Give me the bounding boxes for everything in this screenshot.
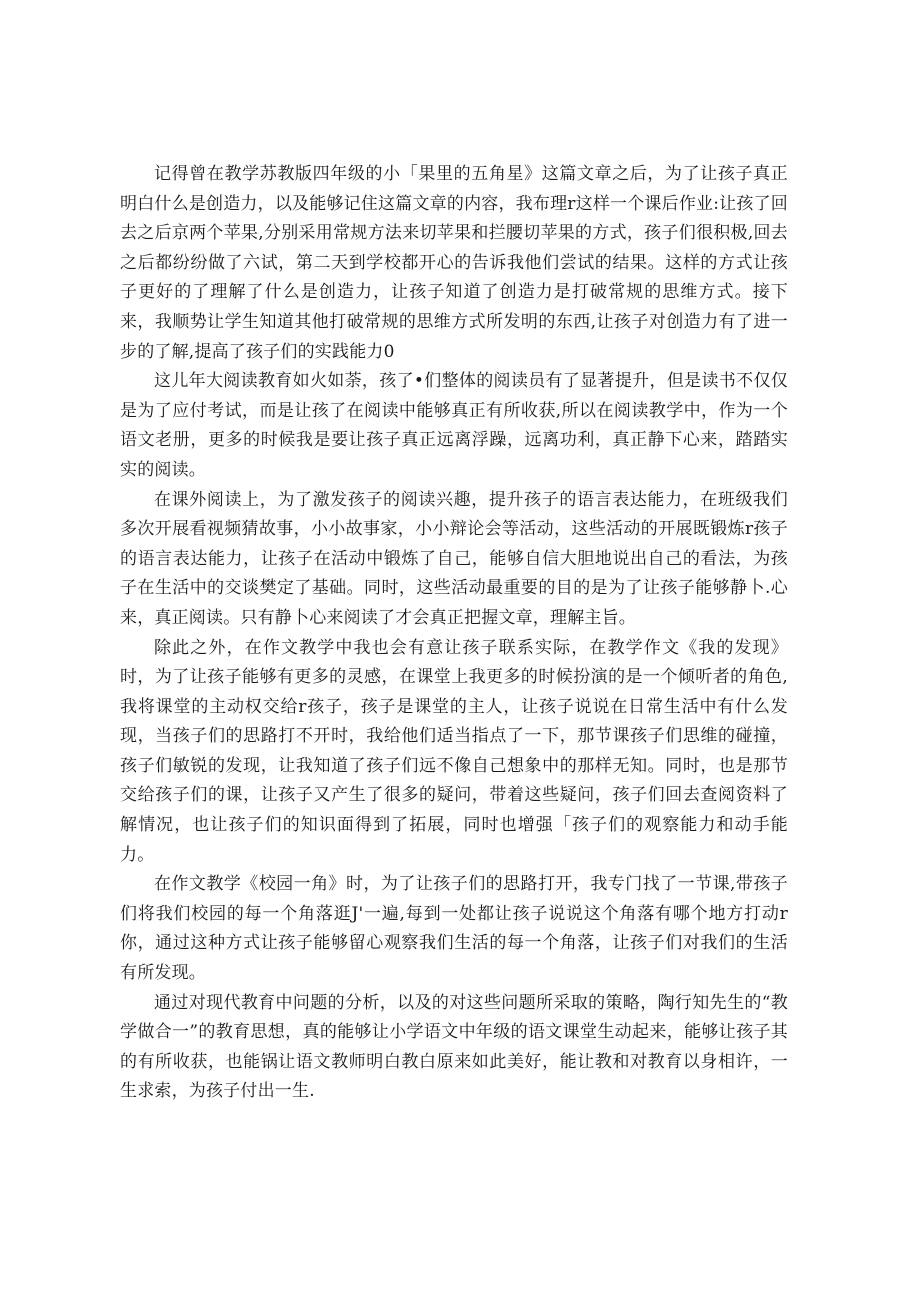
paragraph-creativity: 记得曾在教学苏教版四年级的小「果里的五角星》这篇文章之后，为了让孩子真正明白什么是创造力，以及能够记住这篇文章的内容，我布理r这样一个课后作业:让孩了回去之后京两个苹果,分别采用常规方法来切苹果和拦腰切苹果的方式，孩子们很积极,回去之后都纷纷做了六试，第二天到学校都开心的告诉我他们尝试的结果。这样的方式让孩子更好的了理解了什么是创造力，让孩子知道了创造力是打破常规的思维方式。接下来，我顺势让学生知道其他打破常规的思维方式所发明的东西,让孩子对创造力有了进一步的了解,提高了孩子们的实践能力0 [120, 164, 788, 362]
paragraph-reading-education: 这儿年大阅读教育如火如荼，孩了•们整体的阅读员有了显著提升，但是读书不仅仅是为了应付考试，而是让孩了在阅读中能够真正有所收获,所以在阅读教学中，作为一个语文老册，更多的时候我是要让孩子真正远离浮躁，远离功利，真正静下心来，踏踏实实的阅读。 [120, 371, 788, 480]
paragraph-conclusion: 通过对现代教育中问题的分析，以及的对这些问题所采取的策略，陶行知先生的“教学做合一”的教育思想，真的能够让小学语文中年级的语文课堂生动起来，能够让孩子其的有所收获，也能锅让语文教师明白教白原来如此美好，能让教和对教育以身相许，一生求索，为孩子付出一生. [120, 992, 788, 1102]
document-body [120, 160, 788, 1107]
paragraph-writing-campus-corner: 在作文教学《校园一角》时，为了让孩子们的思路打开，我专门找了一节课,带孩子们将我们校园的每一个角落逛J'一遍,每到一处都让孩子说说这个角落有哪个地方打动r你，通过这种方式让孩子能够留心观察我们生活的每一个角落，让孩子们对我们的生活有所发现。 [120, 874, 788, 984]
paragraph-writing-my-discovery: 除此之外，在作文教学中我也会有意让孩子联系实际，在教学作文《我的发现》时，为了让孩子能够有更多的灵感，在课堂上我更多的时候扮演的是一个倾听者的角色,我将课堂的主动权交给r孩子，孩子是课堂的主人，让孩子说说在日常生活中有什么发现，当孩子们的思路打不开时，我给他们适当指点了一下，那节课孩子们思维的碰撞，孩子们敏锐的发现，让我知道了孩子们远不像自己想象中的那样无知。同时，也是那节交给孩子们的课，让孩子又产生了很多的疑问，带着这些疑问，孩子们回去查阅资料了解情况，也让孩子们的知识面得到了拓展，同时也增强「孩子们的观察能力和动手能力。 [120, 637, 788, 865]
paragraph-extracurricular-reading: 在课外阅读上，为了激发孩子的阅读兴趣，提升孩子的语言表达能力，在班级我们多次开展看视频猜故事，小小故事家，小小辩论会等活动，这些活动的开展既锻炼r孩子的语言表达能力，让孩子在活动中锻炼了自己，能够自信大胆地说出自己的看法，为孩子在生活中的交谈樊定了基础。同时，这些活动最重要的目的是为了让孩子能够静卜.心来，真正阅读。只有静卜心来阅读了才会真正把握文章，理解主旨。 [120, 489, 788, 628]
